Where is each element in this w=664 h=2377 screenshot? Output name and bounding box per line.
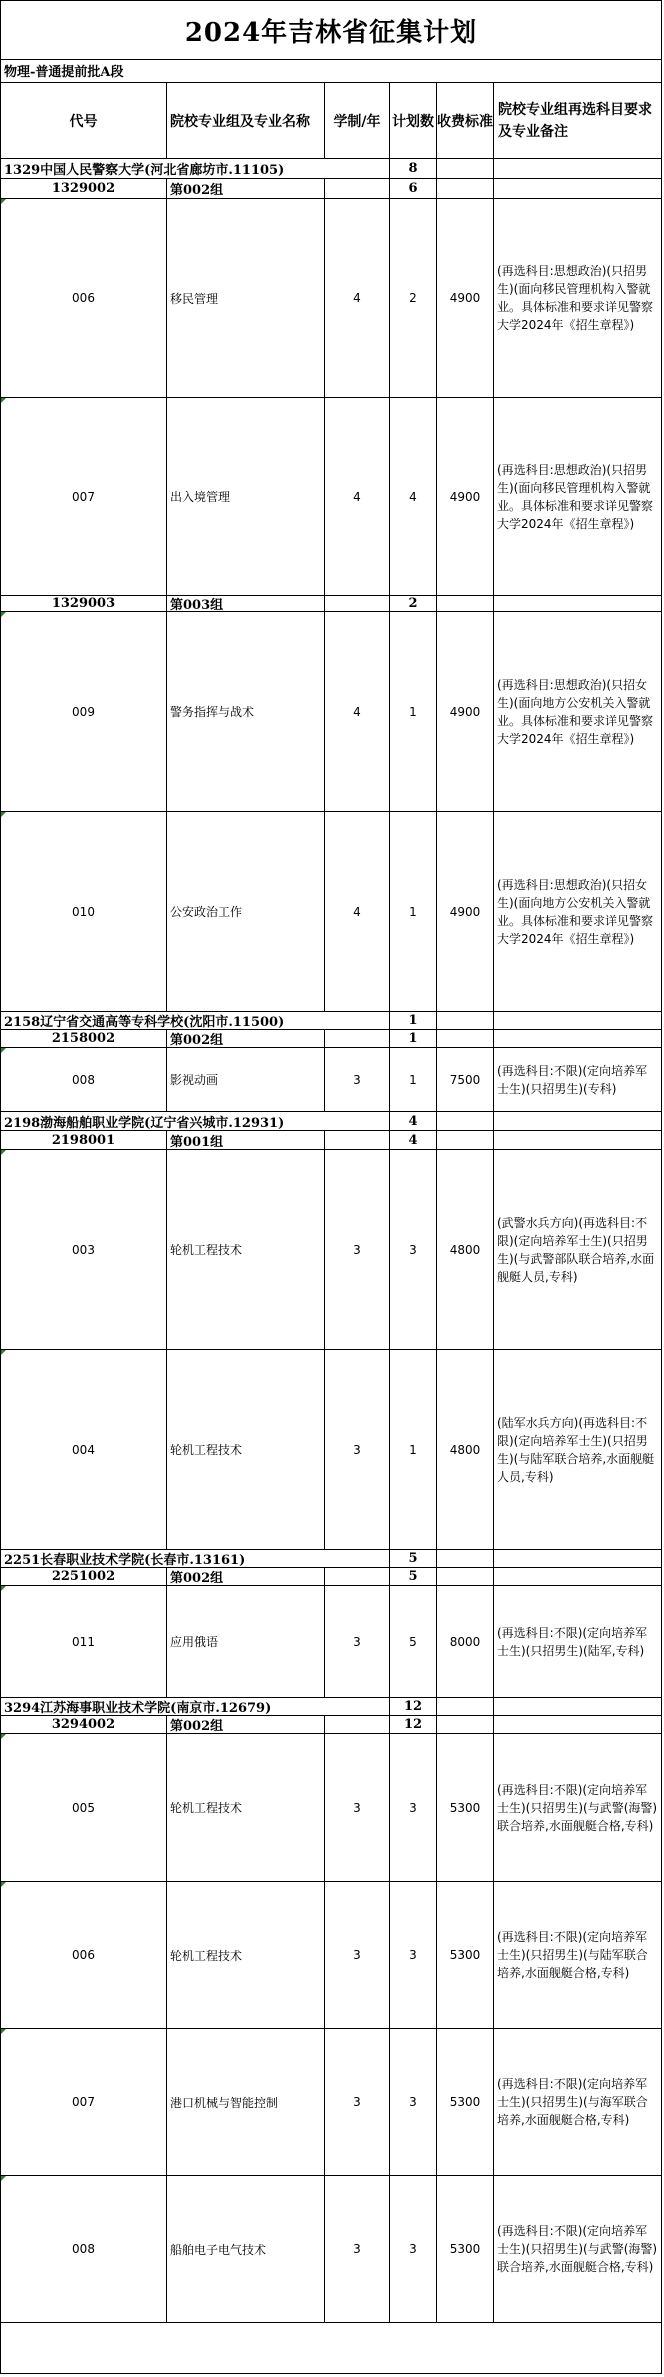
group-name: 第001组 (166, 1131, 324, 1149)
cell-marker-icon (1, 612, 6, 617)
group-plan: 12 (389, 1716, 436, 1733)
school-row (1, 1550, 661, 1568)
major-plan: 3 (389, 2176, 436, 2322)
major-fee: 5300 (436, 2029, 493, 2175)
group-years (324, 1716, 389, 1733)
major-notes: (再选科目:思想政治)(只招女生)(面向地方公安机关入警就业。具体标准和要求详见警察大学2024年《招生章程》) (493, 612, 661, 811)
group-name: 第002组 (166, 1030, 324, 1047)
major-notes: (再选科目:不限)(定向培养军士生)(只招男生)(与武警(海警)联合培养,水面舰艇合格,专科) (493, 2176, 661, 2322)
major-years: 4 (324, 612, 389, 811)
major-code: 006 (1, 1882, 166, 2028)
group-notes (493, 179, 661, 198)
group-plan: 2 (389, 596, 436, 611)
major-name: 轮机工程技术 (166, 1882, 324, 2028)
major-plan: 5 (389, 1586, 436, 1697)
group-code: 1329003 (51, 596, 116, 611)
major-fee: 4900 (436, 398, 493, 595)
major-notes: (再选科目:不限)(定向培养军士生)(只招男生)(与陆军联合培养,水面舰艇合格,专科) (493, 1882, 661, 2028)
major-plan: 3 (389, 2029, 436, 2175)
major-code: 010 (1, 812, 166, 1011)
major-plan: 1 (389, 812, 436, 1011)
group-notes (493, 596, 661, 611)
major-fee: 4900 (436, 199, 493, 397)
school-row (1, 1012, 661, 1030)
school-fee (436, 1550, 493, 1567)
header-years: 学制/年 (324, 83, 389, 158)
major-years: 3 (324, 1048, 389, 1111)
group-years (324, 1030, 389, 1047)
major-name: 警务指挥与战术 (166, 612, 324, 811)
cell-marker-icon (1, 1048, 6, 1053)
major-fee: 5300 (436, 1882, 493, 2028)
major-notes: (再选科目:不限)(定向培养军士生)(只招男生)(陆军,专科) (493, 1586, 661, 1697)
school-plan: 8 (389, 159, 436, 178)
major-code: 006 (1, 199, 166, 397)
major-plan: 3 (389, 1150, 436, 1349)
major-row (1, 1150, 661, 1350)
major-code: 009 (1, 612, 166, 811)
major-plan: 1 (389, 1350, 436, 1549)
group-code: 3294002 (51, 1717, 116, 1732)
school-row (1, 159, 661, 179)
major-notes: (再选科目:思想政治)(只招男生)(面向移民管理机构入警就业。具体标准和要求详见警察大学2024年《招生章程》) (493, 199, 661, 397)
school-name: 2251长春职业技术学院(长春市.13161) (4, 1553, 246, 1567)
group-years (324, 596, 389, 611)
school-notes (493, 1012, 661, 1029)
group-plan: 5 (389, 1568, 436, 1585)
group-row (1, 1716, 661, 1734)
major-name: 船舶电子电气技术 (166, 2176, 324, 2322)
group-fee (436, 179, 493, 198)
school-plan: 1 (389, 1012, 436, 1029)
major-plan: 3 (389, 1882, 436, 2028)
group-notes (493, 1716, 661, 1733)
school-plan: 5 (389, 1550, 436, 1567)
major-row (1, 1350, 661, 1550)
major-years: 3 (324, 2176, 389, 2322)
group-fee (436, 1716, 493, 1733)
major-years: 4 (324, 199, 389, 397)
header-code: 代号 (69, 113, 98, 130)
school-fee (436, 1112, 493, 1130)
major-years: 3 (324, 1734, 389, 1881)
major-code: 007 (1, 398, 166, 595)
group-row (1, 1030, 661, 1048)
school-name: 2198渤海船舶职业学院(辽宁省兴城市.12931) (4, 1115, 285, 1130)
header-notes: 院校专业组再选科目要求及专业备注 (493, 83, 661, 158)
school-name: 1329中国人民警察大学(河北省廊坊市.11105) (4, 163, 285, 178)
major-row (1, 1734, 661, 1882)
major-plan: 2 (389, 199, 436, 397)
major-code: 003 (1, 1150, 166, 1349)
group-notes (493, 1131, 661, 1149)
major-fee: 5300 (436, 1734, 493, 1881)
major-fee: 4900 (436, 812, 493, 1011)
major-code: 004 (1, 1350, 166, 1549)
major-fee: 4800 (436, 1150, 493, 1349)
group-name: 第002组 (166, 1716, 324, 1733)
major-notes: (再选科目:不限)(定向培养军士生)(只招男生)(与海军联合培养,水面舰艇合格,专科) (493, 2029, 661, 2175)
cell-marker-icon (1, 1882, 6, 1887)
major-plan: 1 (389, 1048, 436, 1111)
group-code: 1329002 (51, 181, 116, 196)
group-plan: 6 (389, 179, 436, 198)
major-fee: 4800 (436, 1350, 493, 1549)
school-notes (493, 1112, 661, 1130)
cell-marker-icon (1, 2029, 6, 2034)
major-notes: (再选科目:不限)(定向培养军士生)(只招男生)(与武警(海警)联合培养,水面舰艇合格,专科) (493, 1734, 661, 1881)
major-name: 应用俄语 (166, 1586, 324, 1697)
group-row (1, 596, 661, 612)
major-code: 005 (1, 1734, 166, 1881)
school-notes (493, 159, 661, 178)
major-notes: (陆军水兵方向)(再选科目:不限)(定向培养军士生)(只招男生)(与陆军联合培养,水面舰艇人员,专科) (493, 1350, 661, 1549)
cell-marker-icon (1, 1350, 6, 1355)
major-code: 008 (1, 2176, 166, 2322)
major-row (1, 612, 661, 812)
group-row (1, 179, 661, 199)
major-name: 轮机工程技术 (166, 1350, 324, 1549)
group-years (324, 1568, 389, 1585)
major-plan: 1 (389, 612, 436, 811)
major-years: 4 (324, 812, 389, 1011)
school-row (1, 1112, 661, 1131)
group-fee (436, 1131, 493, 1149)
cell-marker-icon (1, 1150, 6, 1155)
group-fee (436, 1568, 493, 1585)
group-code: 2251002 (51, 1569, 116, 1584)
group-fee (436, 1030, 493, 1047)
group-notes (493, 1568, 661, 1585)
major-plan: 4 (389, 398, 436, 595)
major-row (1, 2029, 661, 2176)
major-name: 影视动画 (166, 1048, 324, 1111)
major-code: 008 (1, 1048, 166, 1111)
major-row (1, 398, 661, 596)
major-name: 轮机工程技术 (166, 1150, 324, 1349)
major-years: 3 (324, 1882, 389, 2028)
major-row (1, 2176, 661, 2323)
group-fee (436, 596, 493, 611)
cell-marker-icon (1, 1586, 6, 1591)
major-notes: (再选科目:不限)(定向培养军士生)(只招男生)(专科) (493, 1048, 661, 1111)
major-name: 移民管理 (166, 199, 324, 397)
header-fee: 收费标准 (436, 83, 493, 158)
major-notes: (武警水兵方向)(再选科目:不限)(定向培养军士生)(只招男生)(与武警部队联合培养,水面舰艇人员,专科) (493, 1150, 661, 1349)
school-name: 2158辽宁省交通高等专科学校(沈阳市.11500) (4, 1015, 285, 1029)
major-notes: (再选科目:思想政治)(只招男生)(面向移民管理机构入警就业。具体标准和要求详见警察大学2024年《招生章程》) (493, 398, 661, 595)
school-notes (493, 1698, 661, 1715)
cell-marker-icon (1, 398, 6, 403)
major-name: 公安政治工作 (166, 812, 324, 1011)
major-name: 轮机工程技术 (166, 1734, 324, 1881)
major-years: 4 (324, 398, 389, 595)
table-header-row (1, 83, 661, 159)
group-code: 2198001 (51, 1132, 116, 1148)
school-plan: 4 (389, 1112, 436, 1130)
school-fee (436, 159, 493, 178)
cell-marker-icon (1, 812, 6, 817)
school-plan: 12 (389, 1698, 436, 1715)
cell-marker-icon (1, 2176, 6, 2181)
cell-marker-icon (1, 1734, 6, 1739)
major-years: 3 (324, 1586, 389, 1697)
group-row (1, 1568, 661, 1586)
group-row (1, 1131, 661, 1150)
group-plan: 1 (389, 1030, 436, 1047)
major-years: 3 (324, 2029, 389, 2175)
major-fee: 8000 (436, 1586, 493, 1697)
group-notes (493, 1030, 661, 1047)
section-header: 物理-普通提前批A段 (1, 59, 661, 83)
major-fee: 7500 (436, 1048, 493, 1111)
group-name: 第003组 (166, 596, 324, 611)
major-fee: 4900 (436, 612, 493, 811)
major-fee: 5300 (436, 2176, 493, 2322)
major-plan: 3 (389, 1734, 436, 1881)
group-code: 2158002 (51, 1031, 116, 1046)
major-code: 007 (1, 2029, 166, 2175)
major-row (1, 1586, 661, 1698)
major-years: 3 (324, 1350, 389, 1549)
major-notes: (再选科目:思想政治)(只招女生)(面向地方公安机关入警就业。具体标准和要求详见警察大学2024年《招生章程》) (493, 812, 661, 1011)
cell-marker-icon (1, 199, 6, 204)
header-plan: 计划数 (389, 83, 436, 158)
major-row (1, 1048, 661, 1112)
group-years (324, 179, 389, 198)
school-fee (436, 1698, 493, 1715)
school-row (1, 1698, 661, 1716)
major-row (1, 199, 661, 398)
page-title: 2024年吉林省征集计划 (1, 1, 661, 60)
major-row (1, 1882, 661, 2029)
major-row (1, 812, 661, 1012)
major-years: 3 (324, 1150, 389, 1349)
major-name: 港口机械与智能控制 (166, 2029, 324, 2175)
school-fee (436, 1012, 493, 1029)
group-plan: 4 (389, 1131, 436, 1149)
school-name: 3294江苏海事职业技术学院(南京市.12679) (4, 1701, 272, 1715)
school-notes (493, 1550, 661, 1567)
major-code: 011 (1, 1586, 166, 1697)
header-name: 院校专业组及专业名称 (166, 83, 324, 158)
major-name: 出入境管理 (166, 398, 324, 595)
group-years (324, 1131, 389, 1149)
group-name: 第002组 (166, 1568, 324, 1585)
group-name: 第002组 (166, 179, 324, 198)
